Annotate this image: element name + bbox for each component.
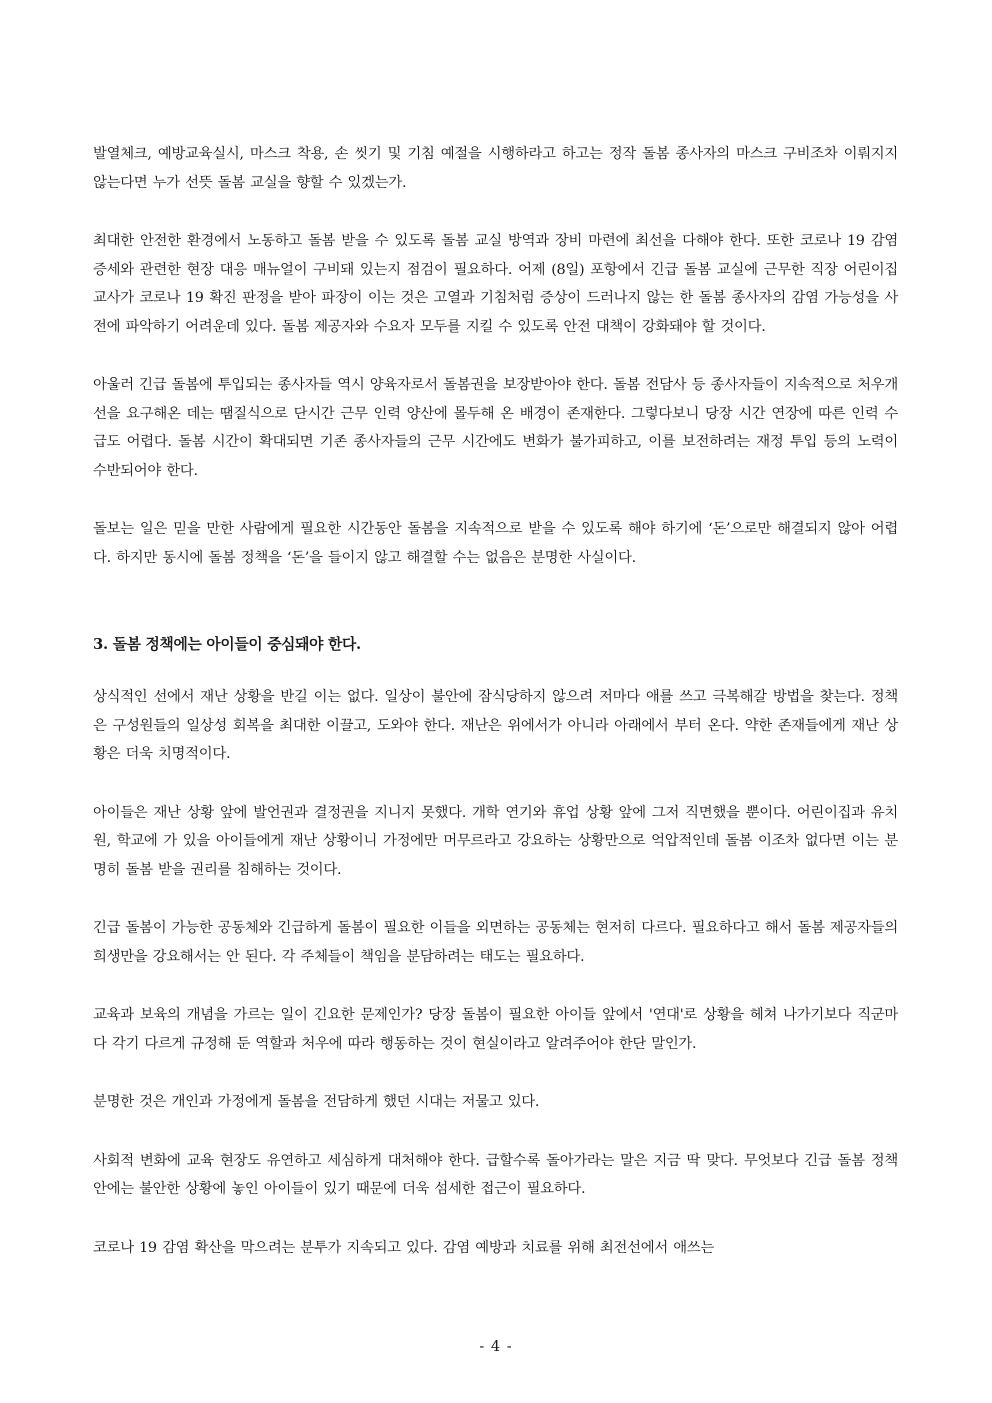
paragraph: 긴급 돌봄이 가능한 공동체와 긴급하게 돌봄이 필요한 이들을 외면하는 공동체는 현저히 다르다. 필요하다고 해서 돌봄 제공자들의 희생만을 강요해서는 안 된다. 각 주체들이 책임을 분담하려는 태도는 필요하다.: [93, 920, 898, 965]
paragraph: 돌보는 일은 믿을 만한 사람에게 필요한 시간동안 돌봄을 지속적으로 받을 수 있도록 해야 하기에 ‘돈’으로만 해결되지 않아 어렵다. 하지만 동시에 돌봄 정책을 ‘돈’을 들이지 않고 해결할 수는 없음은 분명한 사실이다.: [93, 521, 898, 566]
paragraph: 교육과 보육의 개념을 가르는 일이 긴요한 문제인가? 당장 돌봄이 필요한 아이들 앞에서 '연대'로 상황을 헤쳐 나가기보다 직군마다 각기 다르게 규정해 둔 역할과 처우에 따라 행동하는 것이 현실이라고 알려주어야 한단 말인가.: [93, 1007, 898, 1052]
paragraph: 발열체크, 예방교육실시, 마스크 착용, 손 씻기 및 기침 예절을 시행하라고 하고는 정작 돌봄 종사자의 마스크 구비조차 이뤄지지 않는다면 누가 선뜻 돌봄 교실을 향할 수 있겠는가.: [93, 146, 898, 191]
paragraph: 사회적 변화에 교육 현장도 유연하고 세심하게 대처해야 한다. 급할수록 돌아가라는 말은 지금 딱 맞다. 무엇보다 긴급 돌봄 정책 안에는 불안한 상황에 놓인 아이들이 있기 때문에 더욱 섬세한 접근이 필요하다.: [93, 1152, 898, 1197]
page-number: - 4 -: [479, 1339, 513, 1355]
paragraph: 상식적인 선에서 재난 상황을 반길 이는 없다. 일상이 불안에 잠식당하지 않으려 저마다 애를 쓰고 극복해갈 방법을 찾는다. 정책은 구성원들의 일상성 회복을 최대한 이끌고, 도와야 한다. 재난은 위에서가 아니라 아래에서 부터 온다. 약한 존재들에게 재난 상황은 더욱 치명적이다.: [93, 689, 898, 762]
section-heading: 3. 돌봄 정책에는 아이들이 중심돼야 한다.: [93, 636, 361, 653]
paragraph: 코로나 19 감염 확산을 막으려는 분투가 지속되고 있다. 감염 예방과 치료를 위해 최전선에서 애쓰는: [93, 1239, 715, 1256]
paragraph: 아울러 긴급 돌봄에 투입되는 종사자들 역시 양육자로서 돌봄권을 보장받아야 한다. 돌봄 전담사 등 종사자들이 지속적으로 처우개선을 요구해온 데는 땜질식으로 단시간 근무 인력 양산에 몰두해 온 배경이 존재한다. 그렇다보니 당장 시간 연장에 따른 인력 수급도 어렵다. 돌봄 시간이 확대되면 기존 종사자들의 근무 시간에도 변화가 불가피하고, 이를 보전하려는 재정 투입 등의 노력이 수반되어야 한다.: [93, 377, 898, 479]
document-body: [93, 140, 898, 1292]
paragraph: 최대한 안전한 환경에서 노동하고 돌봄 받을 수 있도록 돌봄 교실 방역과 장비 마련에 최선을 다해야 한다. 또한 코로나 19 감염 증세와 관련한 현장 대응 매뉴얼이 구비돼 있는지 점검이 필요하다. 어제 (8일) 포항에서 긴급 돌봄 교실에 근무한 직장 어린이집 교사가 코로나 19 확진 판정을 받아 파장이 이는 것은 고열과 기침처럼 증상이 드러나지 않는 한 돌봄 종사자의 감염 가능성을 사전에 파악하기 어려운데 있다. 돌봄 제공자와 수요자 모두를 지킬 수 있도록 안전 대책이 강화돼야 할 것이다.: [93, 233, 898, 335]
paragraph: 아이들은 재난 상황 앞에 발언권과 결정권을 지니지 못했다. 개학 연기와 휴업 상황 앞에 그저 직면했을 뿐이다. 어린이집과 유치원, 학교에 가 있을 아이들에게 재난 상황이니 가정에만 머무르라고 강요하는 상황만으로 억압적인데 돌봄 이조차 없다면 이는 분명히 돌봄 받을 권리를 침해하는 것이다.: [93, 804, 898, 878]
paragraph: 분명한 것은 개인과 가정에게 돌봄을 전담하게 했던 시대는 저물고 있다.: [93, 1094, 540, 1110]
